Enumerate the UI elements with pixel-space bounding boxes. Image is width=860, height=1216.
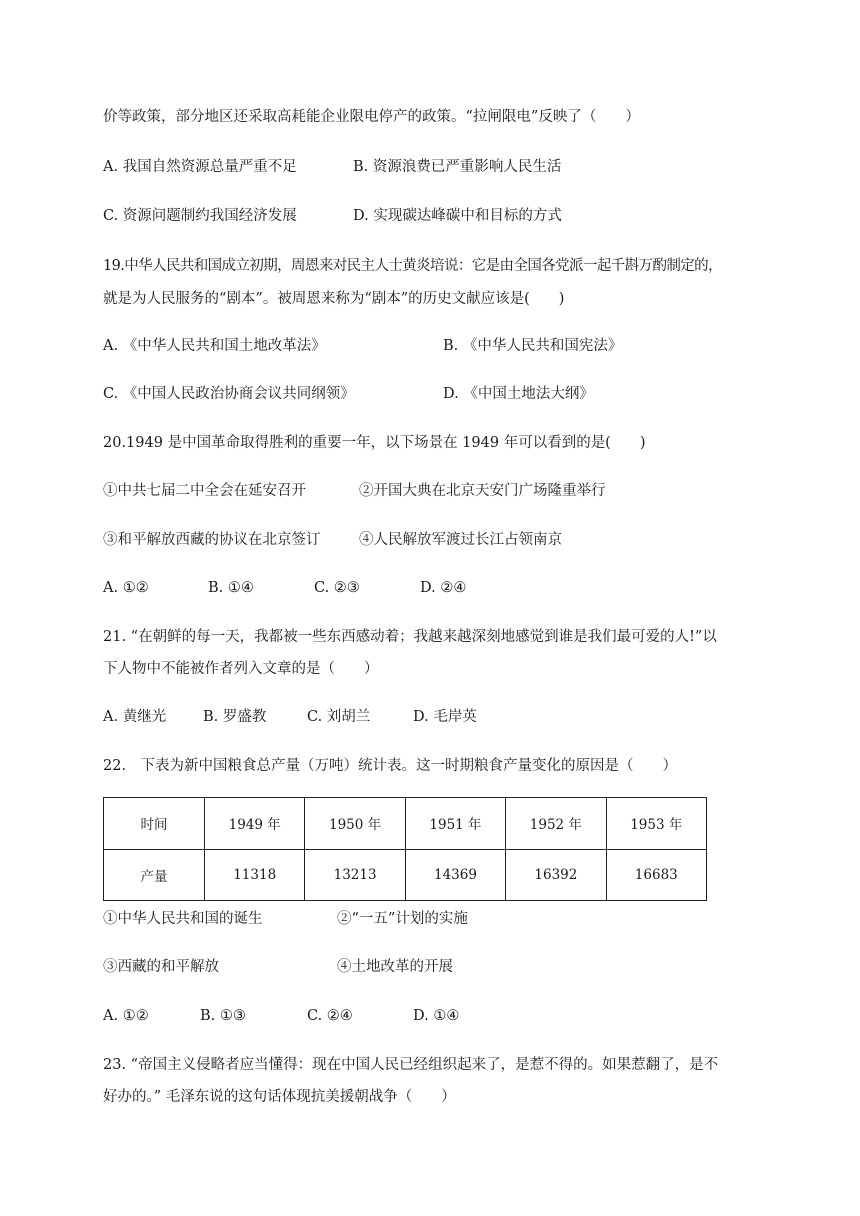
table-cell: 1949 年	[205, 798, 305, 850]
question-19-line-1: 19.中华人民共和国成立初期，周恩来对民主人士黄炎培说：它是由全国各党派一起千斟万酌制定的，	[103, 258, 722, 274]
table-cell: 产量	[104, 849, 205, 901]
table-cell: 16683	[606, 849, 706, 901]
q20-item-4: ④人民解放军渡过长江占领南京	[359, 532, 562, 548]
question-21-line-2: 下人物中不能被作者列入文章的是（ ）	[103, 661, 379, 677]
question-23-line-1: 23. “帝国主义侵略者应当懂得：现在中国人民已经组织起来了，是惹不得的。如果惹翻了，是不	[103, 1057, 719, 1073]
q18-option-d: D. 实现碳达峰碳中和目标的方式	[353, 208, 562, 224]
q22-item-3: ③西藏的和平解放	[103, 959, 219, 975]
q21-option-d: D. 毛岸英	[413, 709, 477, 725]
q21-option-c: C. 刘胡兰	[307, 709, 371, 725]
question-23-line-2: 好办的。” 毛泽东说的这句话体现抗美援朝战争（ ）	[103, 1089, 456, 1105]
q20-item-2: ②开国大典在北京天安门广场隆重举行	[359, 483, 606, 499]
q20-option-b: B. ①④	[208, 580, 254, 596]
q22-item-2: ②“一五”计划的实施	[337, 911, 468, 927]
q21-option-a: A. 黄继光	[103, 709, 167, 725]
q22-item-1: ①中华人民共和国的诞生	[103, 911, 263, 927]
grain-output-table	[103, 797, 707, 901]
q19-option-b: B. 《中华人民共和国宪法》	[443, 338, 623, 354]
q21-option-b: B. 罗盛教	[203, 709, 267, 725]
q18-option-a: A. 我国自然资源总量严重不足	[103, 159, 297, 175]
q20-option-d: D. ②④	[420, 580, 467, 596]
q20-item-1: ①中共七届二中全会在延安召开	[103, 483, 306, 499]
table-cell: 1952 年	[506, 798, 606, 850]
q22-option-d: D. ①④	[413, 1008, 460, 1024]
table-cell: 1953 年	[606, 798, 706, 850]
question-21-line-1: 21. “在朝鲜的每一天，我都被一些东西感动着；我越来越深刻地感觉到谁是我们最可爱的人!”以	[103, 629, 717, 645]
table-cell: 16392	[506, 849, 606, 901]
table-cell: 时间	[104, 798, 205, 850]
q20-option-c: C. ②③	[314, 580, 360, 596]
q22-option-b: B. ①③	[200, 1008, 246, 1024]
table-cell: 14369	[405, 849, 505, 901]
question-22-stem: 22. 下表为新中国粮食总产量（万吨）统计表。这一时期粮食产量变化的原因是（ ）	[103, 758, 678, 774]
q18-option-b: B. 资源浪费已严重影响人民生活	[353, 159, 562, 175]
q20-item-3: ③和平解放西藏的协议在北京签订	[103, 532, 321, 548]
table-cell: 11318	[205, 849, 305, 901]
q19-option-d: D. 《中国土地法大纲》	[443, 386, 594, 402]
q22-item-4: ④土地改革的开展	[337, 959, 453, 975]
table-cell: 1951 年	[405, 798, 505, 850]
q19-option-a: A. 《中华人民共和国土地改革法》	[103, 338, 326, 354]
question-18-stem-end: 价等政策，部分地区还采取高耗能企业限电停产的政策。“拉闸限电”反映了（ ）	[103, 109, 640, 125]
question-20-stem: 20.1949 是中国革命取得胜利的重要一年，以下场景在 1949 年可以看到的是( )	[103, 435, 646, 451]
table-row	[104, 798, 707, 850]
table-cell: 1950 年	[305, 798, 405, 850]
table-cell: 13213	[305, 849, 405, 901]
q22-option-a: A. ①②	[103, 1008, 149, 1024]
q22-option-c: C. ②④	[307, 1008, 353, 1024]
q19-option-c: C. 《中国人民政治协商会议共同纲领》	[103, 386, 355, 402]
q18-option-c: C. 资源问题制约我国经济发展	[103, 208, 297, 224]
question-19-line-2: 就是为人民服务的“剧本”。被周恩来称为“剧本”的历史文献应该是( )	[103, 291, 565, 307]
table-row	[104, 849, 707, 901]
q20-option-a: A. ①②	[103, 580, 149, 596]
